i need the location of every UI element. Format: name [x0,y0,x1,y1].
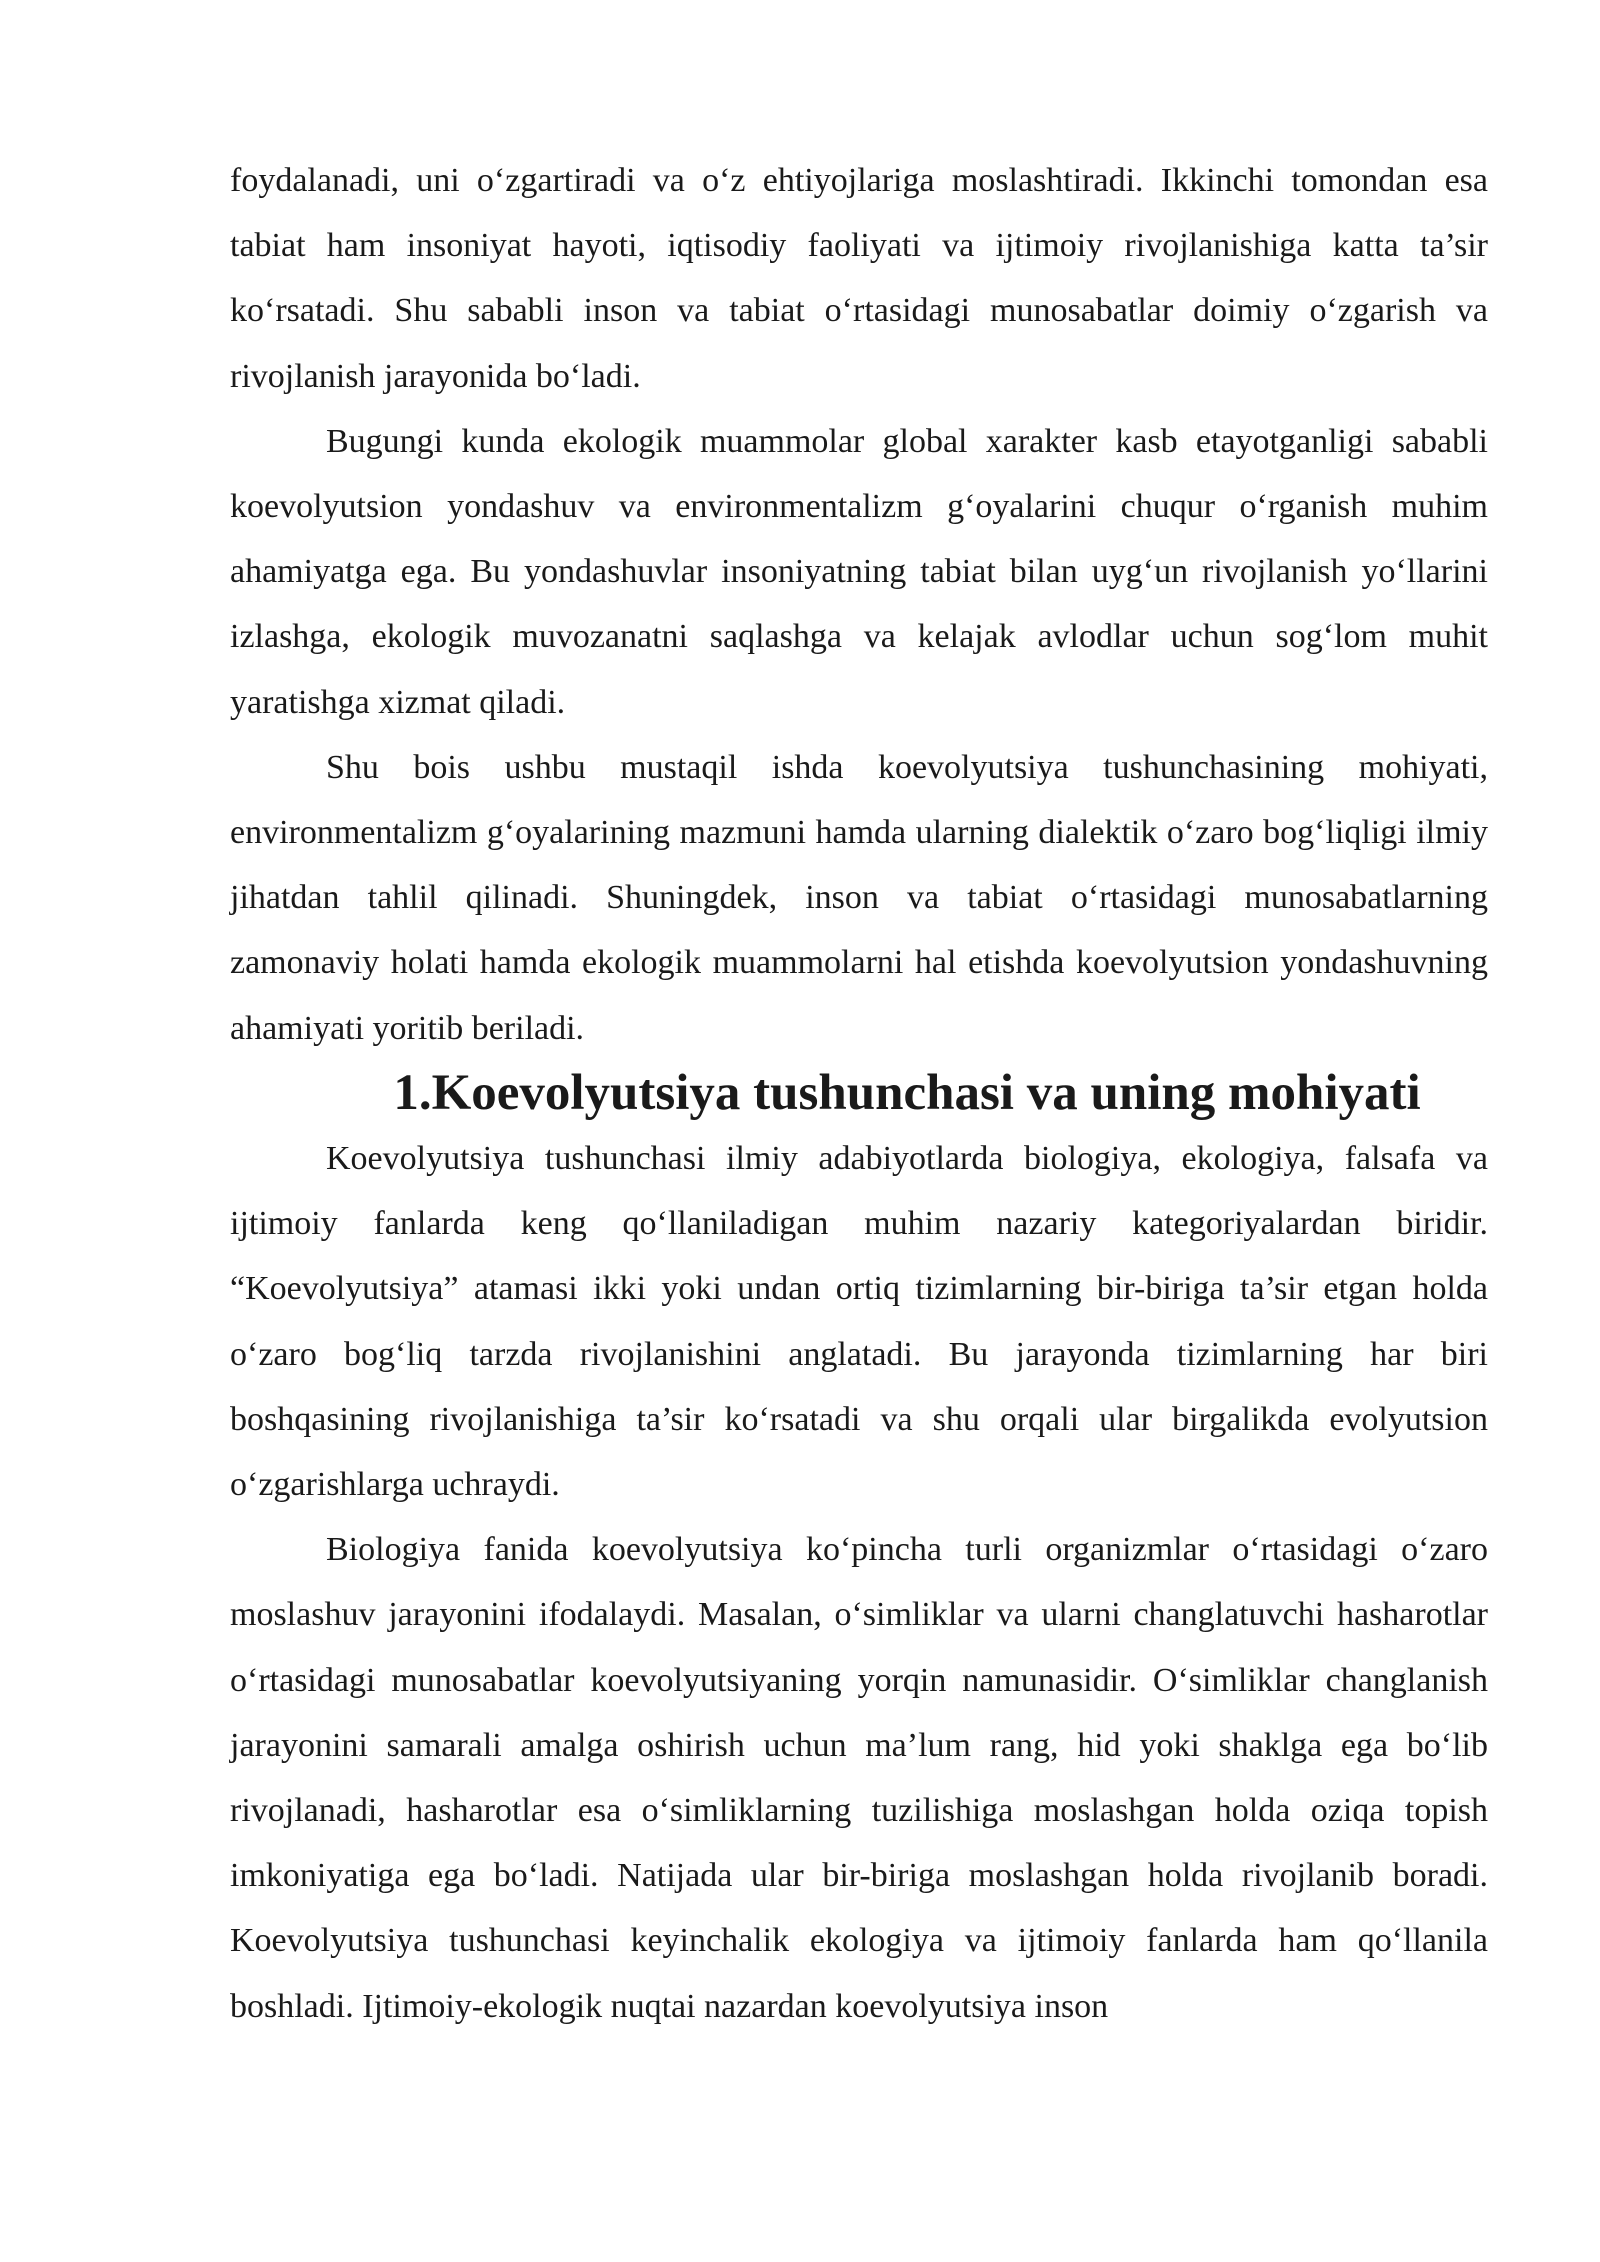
paragraph-ecological-problems: Bugungi kunda ekologik muammolar global xarakter kasb etayotganligi sababli koevolyutsion yondashuv va environmentalizm g‘oyalarini chuqur o‘rganish muhim ahamiyatga ega. Bu yondashuvlar insoniyatning tabiat bilan uyg‘un rivojlanish yo‘llarini izlashga, ekologik muvozanatni saqlashga va kelajak avlodlar uchun sog‘lom muhit yaratishga xizmat qiladi. [230,422,1488,721]
paragraph-work-purpose: Shu bois ushbu mustaqil ishda koevolyutsiya tushunchasining mohiyati, environmentalizm g‘oyalarining mazmuni hamda ularning dialektik o‘zaro bog‘liqligi ilmiy jihatdan tahlil qilinadi. Shuningdek, inson va tabiat o‘rtasidagi munosabatlarning zamonaviy holati hamda ekologik muammolarni hal etishda koevolyutsion yondashuvning ahamiyati yoritib beriladi. [230,748,1488,1047]
section-heading: 1.Koevolyutsiya tushunchasi va uning mohiyati [393,1064,1421,1121]
document-page [230,148,1488,2039]
paragraph-biology-coevolution: Biologiya fanida koevolyutsiya ko‘pincha turli organizmlar o‘rtasidagi o‘zaro moslashuv jarayonini ifodalaydi. Masalan, o‘simliklar va ularni changlatuvchi hasharotlar o‘rtasidagi munosabatlar koevolyutsiyaning yorqin namunasidir. O‘simliklar changlanish jarayonini samarali amalga oshirish uchun ma’lum rang, hid yoki shaklga ega bo‘lib rivojlanadi, hasharotlar esa o‘simliklarning tuzilishiga moslashgan holda oziqa topish imkoniyatiga ega bo‘ladi. Natijada ular bir-biriga moslashgan holda rivojlanib boradi. Koevolyutsiya tushunchasi keyinchalik ekologiya va ijtimoiy fanlarda ham qo‘llanila boshladi. Ijtimoiy-ekologik nuqtai nazardan koevolyutsiya inson [230,1531,1488,2025]
paragraph-continuation: foydalanadi, uni o‘zgartiradi va o‘z ehtiyojlariga moslashtiradi. Ikkinchi tomondan esa tabiat ham insoniyat hayoti, iqtisodiy faoliyati va ijtimoiy rivojlanishiga katta ta’sir ko‘rsatadi. Shu sababli inson va tabiat o‘rtasidagi munosabatlar doimiy o‘zgarish va rivojlanish jarayonida bo‘ladi. [230,162,1488,395]
paragraph-coevolution-definition: Koevolyutsiya tushunchasi ilmiy adabiyotlarda biologiya, ekologiya, falsafa va ijtimoiy fanlarda keng qo‘llaniladigan muhim nazariy kategoriyalardan biridir. “Koevolyutsiya” atamasi ikki yoki undan ortiq tizimlarning bir-biriga ta’sir etgan holda o‘zaro bog‘liq tarzda rivojlanishini anglatadi. Bu jarayonda tizimlarning har biri boshqasining rivojlanishiga ta’sir ko‘rsatadi va shu orqali ular birgalikda evolyutsion o‘zgarishlarga uchraydi. [230,1140,1488,1504]
